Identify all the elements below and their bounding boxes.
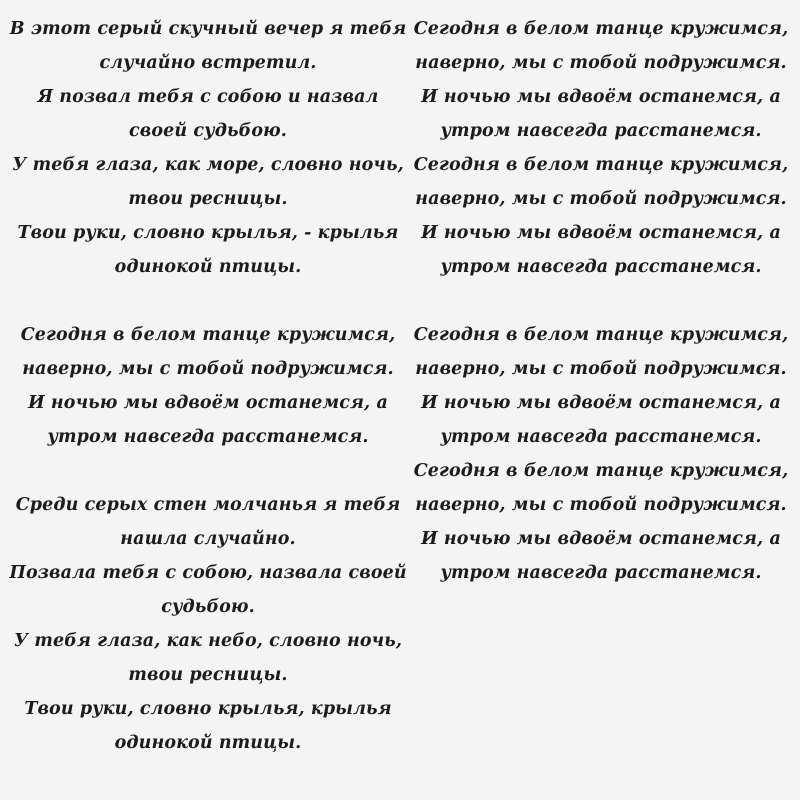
lyric-line: И ночью мы вдвоём останемся, а	[421, 393, 781, 413]
lyric-line: наверно, мы с тобой подружимся.	[415, 495, 787, 515]
lyric-line: нашла случайно.	[120, 529, 296, 549]
chorus-3	[402, 318, 800, 590]
lyric-line: Позвала тебя с собою, назвала своей	[9, 563, 407, 583]
right-column	[402, 12, 800, 590]
lyric-line: судьбою.	[161, 597, 255, 617]
verse-2	[8, 488, 408, 760]
lyric-line: утром навсегда расстанемся.	[440, 257, 762, 277]
lyric-line: Сегодня в белом танце кружимся,	[413, 325, 789, 345]
lyric-line: Сегодня в белом танце кружимся,	[413, 155, 789, 175]
verse-1	[8, 12, 408, 284]
lyric-line: наверно, мы с тобой подружимся.	[22, 359, 394, 379]
lyric-line: утром навсегда расстанемся.	[440, 121, 762, 141]
lyric-line: твои ресницы.	[128, 665, 288, 685]
chorus-1	[8, 318, 408, 454]
lyric-line: У тебя глаза, как море, словно ночь,	[12, 155, 404, 175]
lyric-line: утром навсегда расстанемся.	[47, 427, 369, 447]
chorus-2	[402, 12, 800, 284]
lyric-line: наверно, мы с тобой подружимся.	[415, 189, 787, 209]
lyric-line: В этот серый скучный вечер я тебя	[9, 19, 407, 39]
lyric-line: Твои руки, словно крылья, - крылья	[17, 223, 399, 243]
lyric-line: своей судьбою.	[129, 121, 287, 141]
lyric-line: И ночью мы вдвоём останемся, а	[28, 393, 388, 413]
lyric-line: Среди серых стен молчанья я тебя	[15, 495, 401, 515]
lyric-line: Сегодня в белом танце кружимся,	[20, 325, 396, 345]
lyric-line: И ночью мы вдвоём останемся, а	[421, 529, 781, 549]
lyric-line: одинокой птицы.	[114, 257, 302, 277]
lyric-line: наверно, мы с тобой подружимся.	[415, 359, 787, 379]
lyric-line: И ночью мы вдвоём останемся, а	[421, 223, 781, 243]
lyric-line: наверно, мы с тобой подружимся.	[415, 53, 787, 73]
lyric-line: У тебя глаза, как небо, словно ночь,	[13, 631, 403, 651]
left-column	[8, 12, 408, 760]
lyric-line: случайно встретил.	[99, 53, 317, 73]
lyric-line: твои ресницы.	[128, 189, 288, 209]
lyric-line: утром навсегда расстанемся.	[440, 427, 762, 447]
lyric-line: И ночью мы вдвоём останемся, а	[421, 87, 781, 107]
lyric-line: Твои руки, словно крылья, крылья	[24, 699, 392, 719]
lyric-line: утром навсегда расстанемся.	[440, 563, 762, 583]
lyric-line: Сегодня в белом танце кружимся,	[413, 19, 789, 39]
lyric-line: одинокой птицы.	[114, 733, 302, 753]
lyric-line: Я позвал тебя с собою и назвал	[37, 87, 379, 107]
lyric-line: Сегодня в белом танце кружимся,	[413, 461, 789, 481]
